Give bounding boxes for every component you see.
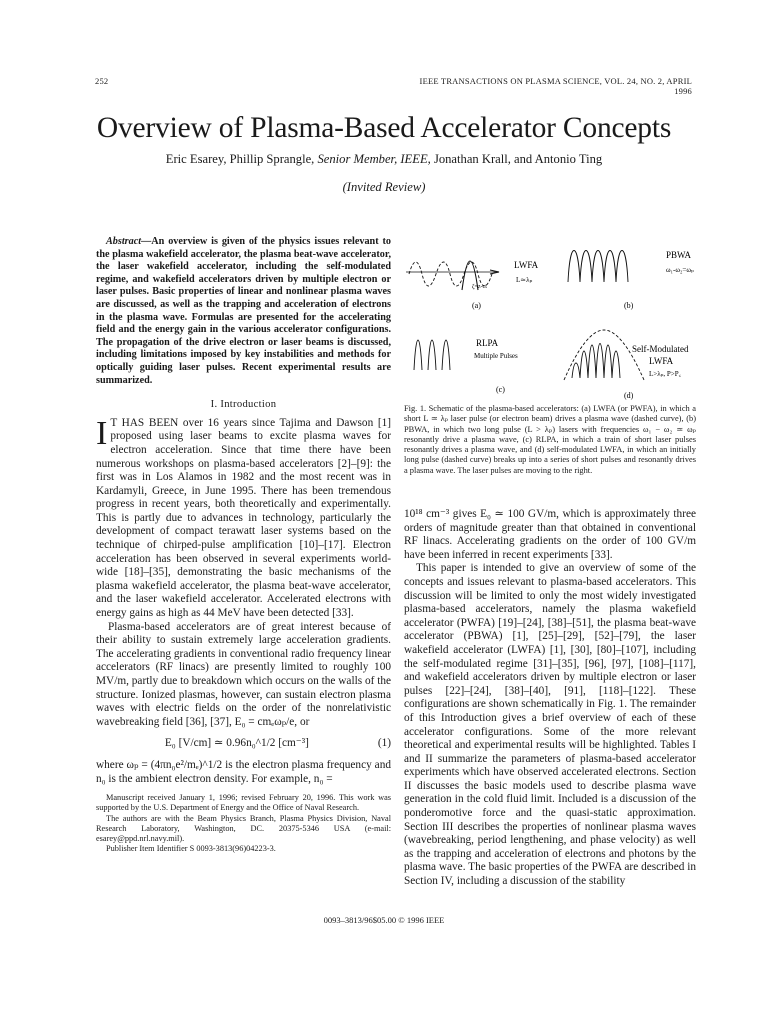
plasma-wave-a [409, 262, 492, 286]
authors-part2: Jonathan Krall, and Antonio Ting [433, 152, 603, 166]
drop-cap: I [96, 414, 108, 452]
equation-body: E₀ [V/cm] ≃ 0.96n₀^1/2 [cm⁻³] [164, 737, 309, 750]
journal-header: IEEE TRANSACTIONS ON PLASMA SCIENCE, VOL. 24, NO. 2, APRIL 1996 [419, 76, 692, 96]
right-column [404, 508, 696, 889]
footnote-manuscript: Manuscript received January 1, 1996; revised February 20, 1996. This work was supported by the U.S. Department of Energy and the Office of Naval Research. [96, 793, 391, 813]
pulse-c1 [414, 340, 422, 370]
fig-label-lwfa: LWFA [514, 260, 539, 270]
footnote-affiliation: The authors are with the Beam Physics Branch, Plasma Physics Division, Naval Research Laboratory, Washington, DC. 20375-5346 USA (e-mail: esarey@ppd.nrl.navy.mil). [96, 813, 391, 843]
section-heading: I. Introduction [210, 399, 277, 411]
fig-label-pbwa: PBWA [666, 250, 692, 260]
abstract [96, 236, 391, 387]
fig-label-b: (b) [624, 301, 634, 310]
abstract-text: An overview is given of the physics issues relevant to the plasma wakefield accelerator, the plasma beat-wave accelerator, the laser wakefield accelerator, including the self-modulated regime, and wakefield accelerators driven by multiple electron or laser pulses. Basic properties of linear and nonlinear plasma waves are discussed, as well as the trapping and acceleration of electrons in the plasma wave. Formulas are presented for the accelerating field and the energy gain in the various accelerator configurations. The propagation of the drive electron or laser beams is discussed, including limitations imposed by key instabilities and methods for optically guiding laser pulses. Recent experimental results are summarized. [96, 236, 391, 386]
pulse-train-b [568, 251, 628, 283]
footnote-identifier: Publisher Item Identifier S 0093-3813(96)04223-3. [106, 844, 276, 854]
right-paragraph-2: This paper is intended to give an overview of some of the concepts and issues relevant to plasma-based accelerators. This discussion will be limited to only the most widely investigated plasma-based accelerators, namely the plasma wakefield accelerator (PWFA) [19]–[24], [38]–[51], the plasma beat-wave accelerator (PBWA) [1], [25]–[29], [52]–[79], the laser wakefield accelerator (LWFA) [1], [30], [80]–[107], including the self-modulated regime [31]–[35], [96], [97], [108]–[117], and wakefield accelerators driven by multiple electron or laser pulses [22]–[24], [38]–[40], [91], [118]–[122]. These configurations are shown schematically in Fig. 1. The remainder of this Introduction gives a brief overview of each of these accelerator configurations. Some of the more relevant theoretical and experimental results will be highlighted. Tables I and II summarize the parameters of plasma-based accelerator experiments which have observed accelerated electrons. Section II discusses the basic models used to describe plasma wave generation in the cold fluid limit. Included is a discussion of the ponderomotive force and the quasi-static approximation. Section III describes the properties of nonlinear plasma waves (wavebreaking, period lengthening, and phase velocity) as well as the trapping and acceleration of electrons and photons by the plasma wave. The basic properties of the PWFA are described in Section IV, including a discussion of the stability [404, 562, 696, 888]
copyright-footer: 0093–3813/96$05.00 © 1996 IEEE [323, 915, 445, 925]
intro-paragraph-2: Plasma-based accelerators are of great interest because of their ability to sustain extremely large acceleration gradients. The accelerating gradients in conventional radio frequency linear accelerators (RF linacs) are presently limited to roughly 100 MV/m, partly due to breakdown which occurs on the walls of the structure. Ionized plasmas, however, can sustain electron plasma waves with electric fields on the order of the nonrelativistic wavebreaking field [36], [37], E₀ = cmₑωₚ/e, or [96, 620, 391, 728]
invited-review-label: (Invited Review) [342, 180, 426, 194]
right-paragraph-1: 10¹⁸ cm⁻³ gives E₀ ≃ 100 GV/m, which is approximately three orders of magnitude greater than that obtained in conventional RF linacs. Accelerating gradients on the order of 100 GV/m have been inferred in recent experiments [33]. [404, 508, 696, 561]
fig-label-rlpa: RLPA [476, 338, 499, 348]
pulse-c2 [428, 340, 436, 370]
fig-label-sm: Self-Modulated [632, 344, 689, 354]
equation-number: (1) [377, 737, 391, 750]
figure-caption: Fig. 1. Schematic of the plasma-based accelerators: (a) LWFA (or PWFA), in which a short L ≃ λₚ laser pulse (or electron beam) drives a plasma wave (dashed curve), (b) PBWA, in which two long pulse (L > λₚ) lasers with frequencies ω₁ − ω₂ ≃ ωₚ resonantly drive a plasma wave, (c) RLPA, in which a train of short laser pulses resonantly drives a plasma wave, and (d) self-modulated LWFA, in which an initially long pulse (dashed curve) breaks up into a series of short pulses and resonantly drives a plasma wave. The laser pulses are moving to the right. [404, 404, 696, 475]
intro-text-1: T HAS BEEN over 16 years since Tajima and Dawson [1] proposed using laser beams to excite plasma waves for electron acceleration. Since that time there have been numerous workshops on plasma-based accelerators [2]–[9]: the first was in Los Alamos in 1982 and the most recent was in Kardamyli, Greece, in June 1995. There has been tremendous progress in recent years, both theoretically and experimentally. This is partly due to advances in technology, particularly the development of compact terawatt laser systems based on the technique of chirped-pulse amplification [10]–[17]. Electron acceleration has been observed in several experiments world-wide [18]–[35], demonstrating the basic mechanisms of the plasma wakefield accelerator, the plasma beat-wave accelerator, and the laser wakefield accelerator. Accelerated electrons with energy gains as high as 44 MeV have been detected [33]. [96, 416, 391, 620]
figure-1-drawing [404, 230, 696, 400]
abstract-lead: Abstract— [106, 236, 152, 247]
page-number: 252 [95, 76, 109, 86]
fig-label-lwfa-sub: L≃λₚ [516, 276, 533, 284]
author-list [60, 152, 708, 167]
fig-label-rlpa-sub: Multiple Pulses [474, 352, 518, 360]
equation-1 [96, 737, 391, 751]
fig-label-d: (d) [624, 391, 634, 400]
fig-label-sm-sub: L>λₚ, P>P꜀ [649, 370, 682, 378]
left-column [96, 236, 391, 854]
authors-part1: Eric Esarey, Phillip Sprangle, [165, 152, 315, 166]
author-role: Senior Member, IEEE, [317, 152, 431, 166]
fig-label-pbwa-sub: ω₁-ω₂=ωₚ [666, 266, 694, 274]
paper-title: Overview of Plasma-Based Accelerator Concepts [96, 112, 672, 144]
fig-label-axis: ζ=z-ct [472, 284, 487, 290]
figure-1 [404, 230, 696, 400]
pulse-train-d [572, 344, 620, 379]
pulse-c3 [442, 340, 450, 370]
fig-label-c: (c) [496, 385, 505, 394]
intro-paragraph-1 [96, 414, 391, 621]
intro-paragraph-3: where ωₚ = (4πn₀e²/mₑ)^1/2 is the electron plasma frequency and n₀ is the ambient electron density. For example, n₀ = [96, 758, 391, 785]
fig-label-a: (a) [472, 301, 481, 310]
fig-label-sm2: LWFA [649, 356, 674, 366]
